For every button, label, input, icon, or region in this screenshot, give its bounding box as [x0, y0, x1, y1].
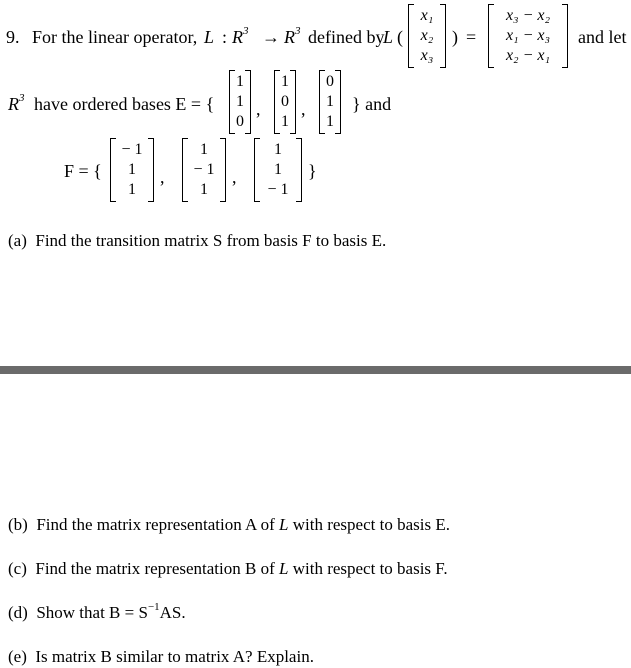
output-row-3: x₂ − x₁ — [505, 47, 551, 64]
output-row-2: x₁ − x₃ — [505, 27, 551, 44]
part-a — [8, 232, 386, 249]
F3-row-2: 1 — [274, 161, 282, 178]
part-c-operator: L — [279, 559, 289, 578]
part-a-text: Find the transition matrix S from basis F to basis E. — [35, 231, 387, 250]
part-a-label: (a) — [8, 231, 27, 250]
F3-row-3: − 1 — [267, 181, 289, 198]
basis-E-vector-1 — [229, 70, 251, 134]
output-vector — [488, 4, 568, 68]
F3-row-1: 1 — [274, 141, 282, 158]
codomain-space: $R^3$ — [284, 25, 301, 47]
comma: , — [256, 99, 261, 119]
part-d-label: (d) — [8, 603, 28, 622]
part-c-text-pre: Find the matrix representation B of — [35, 559, 275, 578]
open-paren: ( — [397, 27, 403, 47]
part-d-exponent: −1 — [147, 601, 160, 613]
input-vector — [408, 4, 446, 68]
F2-row-1: 1 — [200, 141, 208, 158]
page-divider — [0, 366, 631, 374]
F1-row-3: 1 — [128, 181, 136, 198]
comma: , — [301, 99, 306, 119]
E3-row-3: 1 — [326, 113, 334, 130]
comma: , — [232, 167, 237, 187]
part-d-text-pre: Show that B = S — [36, 603, 148, 622]
F2-row-3: 1 — [200, 181, 208, 198]
part-e-label: (e) — [8, 647, 27, 666]
part-c-label: (c) — [8, 559, 27, 578]
space-symbol: $R^3$ — [8, 92, 25, 114]
part-b-operator: L — [279, 515, 289, 534]
basis-F-vector-2 — [182, 138, 226, 202]
defined-by-text: defined by — [308, 27, 385, 47]
part-c — [8, 560, 448, 577]
comma: , — [160, 167, 165, 187]
colon: : — [222, 27, 228, 47]
bases-prefix: have ordered bases E = { — [34, 94, 215, 114]
equals-sign: = — [466, 27, 477, 47]
part-d-text-post: AS. — [159, 603, 186, 622]
E1-row-3: 0 — [236, 113, 244, 130]
part-e — [8, 648, 314, 665]
F1-row-1: − 1 — [121, 141, 143, 158]
E1-row-2: 1 — [236, 93, 244, 110]
F-suffix: } — [308, 161, 317, 181]
part-b-text-pre: Find the matrix representation A of — [36, 515, 275, 534]
input-x1: x₁ — [420, 7, 434, 24]
part-b-text-post: with respect to basis E. — [292, 515, 450, 534]
domain-space: $R^3$ — [232, 25, 249, 47]
E1-row-1: 1 — [236, 73, 244, 90]
F1-row-2: 1 — [128, 161, 136, 178]
part-c-text-post: with respect to basis F. — [292, 559, 448, 578]
problem-number: 9. — [6, 27, 20, 47]
basis-E-vector-3 — [319, 70, 341, 134]
part-b-label: (b) — [8, 515, 28, 534]
E2-row-3: 1 — [281, 113, 289, 130]
problem-intro: For the linear operator, — [32, 27, 198, 47]
part-b — [8, 516, 450, 533]
and-let-text: and let — [578, 27, 627, 47]
basis-F-vector-1 — [110, 138, 154, 202]
E3-row-1: 0 — [326, 73, 334, 90]
E2-row-1: 1 — [281, 73, 289, 90]
basis-E-vector-2 — [274, 70, 296, 134]
E3-row-2: 1 — [326, 93, 334, 110]
maps-to-arrow: → — [262, 27, 280, 47]
close-paren: ) — [452, 27, 458, 47]
F2-row-2: − 1 — [193, 161, 215, 178]
F-prefix: F = { — [64, 161, 102, 181]
part-e-text: Is matrix B similar to matrix A? Explain. — [35, 647, 314, 666]
part-d — [8, 601, 186, 622]
output-row-1: x₃ − x₂ — [505, 7, 551, 24]
bases-and: } and — [352, 94, 392, 114]
E2-row-2: 0 — [281, 93, 289, 110]
operator-symbol: L — [204, 27, 215, 47]
input-x2: x₂ — [420, 27, 434, 44]
operator-symbol-2: L — [383, 27, 394, 47]
basis-F-vector-3 — [254, 138, 302, 202]
input-x3: x₃ — [420, 47, 434, 64]
